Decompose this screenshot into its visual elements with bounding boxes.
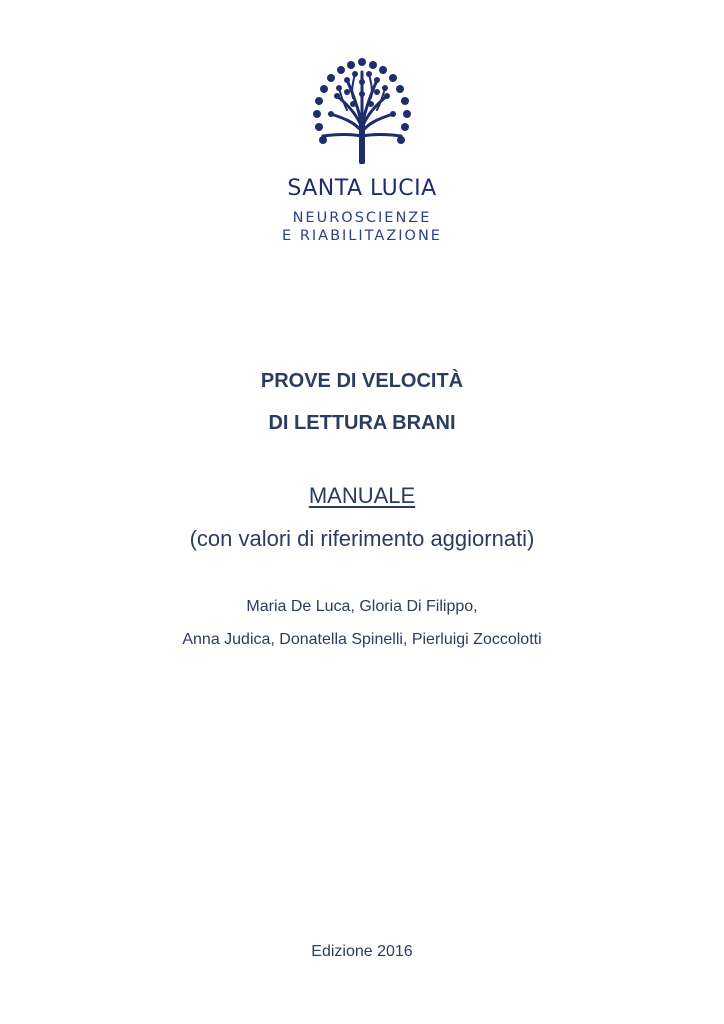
edition: Edizione 2016 bbox=[311, 943, 413, 960]
brand-tagline-1: NEUROSCIENZE bbox=[292, 210, 432, 226]
tree-icon bbox=[307, 52, 417, 164]
manual-label bbox=[0, 483, 724, 509]
manual-label-text: MANUALE bbox=[308, 483, 416, 508]
title-line-2: DI LETTURA BRANI bbox=[268, 412, 456, 434]
authors-line-2: Anna Judica, Donatella Spinelli, Pierluigi Zoccolotti bbox=[182, 631, 542, 648]
authors-line-1: Maria De Luca, Gloria Di Filippo, bbox=[246, 598, 478, 615]
title-line-1: PROVE DI VELOCITÀ bbox=[260, 370, 464, 392]
logo bbox=[0, 52, 724, 164]
brand-name: SANTA LUCIA bbox=[287, 176, 437, 201]
brand-tagline-2: E RIABILITAZIONE bbox=[282, 228, 442, 244]
manual-subtitle: (con valori di riferimento aggiornati) bbox=[189, 526, 535, 551]
